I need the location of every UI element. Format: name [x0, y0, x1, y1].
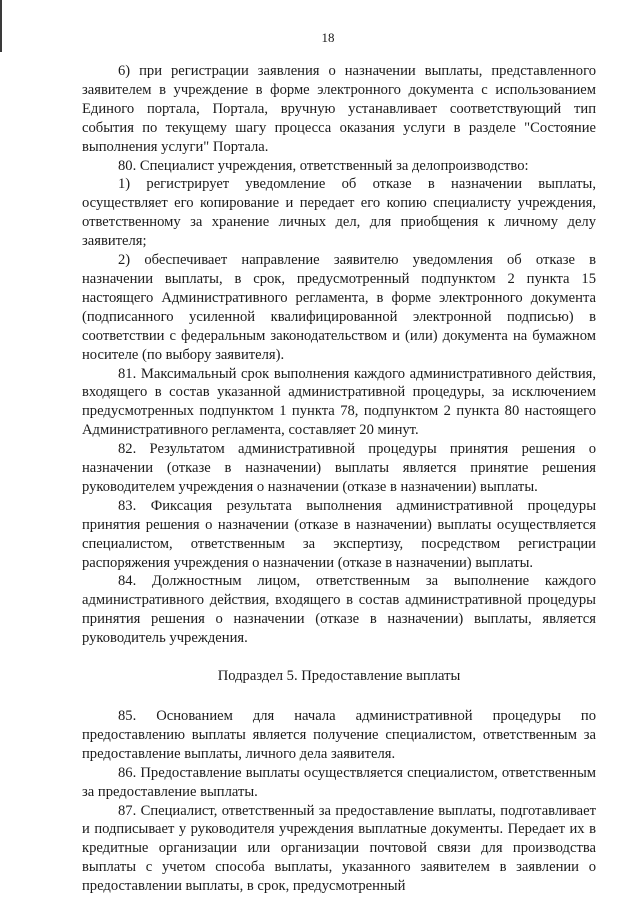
paragraph-82: 82. Результатом административной процедуры принятия решения о назначении (отказе в назначении) выплаты является принятие решения руководителем учреждения о назначении (отказе в назначении) выплаты. [82, 441, 596, 495]
paragraph-79-6: 6) при регистрации заявления о назначении выплаты, представленного заявителем в учреждение в форме электронного документа с использованием Единого портала, Портала, вручную устанавливает соответствующий тип события по текущему шагу процесса оказания услуги в разделе "Состояние выполнения услуги" Портала. [82, 63, 596, 155]
paragraph-87: 87. Специалист, ответственный за предоставление выплаты, подготавливает и подписывает у руководителя учреждения выплатные документы. Передает их в кредитные организации или организации почтовой связи для производства выплаты с учетом способа выплаты, указанного заявителем в заявлении о предоставлении выплаты, в срок, предусмотренный [82, 802, 596, 895]
page-number: 18 [321, 30, 335, 45]
paragraph-81: 81. Максимальный срок выполнения каждого административного действия, входящего в состав указанной административной процедуры, за исключением предусмотренных подпунктом 1 пункта 78, подпунктом 2 пункта 80 настоящего Административного регламента, составляет 20 минут. [82, 365, 596, 439]
paragraph-80-2: 2) обеспечивает направление заявителю уведомления об отказе в назначении выплаты, в срок, предусмотренный подпунктом 2 пункта 15 настоящего Административного регламента, в форме электронного документа (подписанного усиленной квалифицированной электронной подписью) в соответствии с федеральным законодательством и (или) документа на бумажном носителе (по выбору заявителя). [82, 252, 596, 363]
paragraph-86: 86. Предоставление выплаты осуществляется специалистом, ответственным за предоставление выплаты. [82, 764, 596, 800]
document-body [82, 62, 596, 896]
paragraph-84: 84. Должностным лицом, ответственным за выполнение каждого административного действия, входящего в состав административной процедуры принятия решения о назначении (отказе в назначении) выплаты, является руководитель учреждения. [82, 573, 596, 647]
paragraph-85: 85. Основанием для начала административной процедуры по предоставлению выплаты является получение специалистом, ответственным за предоставление выплаты, личного дела заявителя. [82, 708, 596, 762]
scan-edge-mark [0, 0, 2, 52]
paragraph-80: 80. Специалист учреждения, ответственный за делопроизводство: [118, 157, 529, 174]
paragraph-80-1: 1) регистрирует уведомление об отказе в назначении выплаты, осуществляет его копирование и передает его копию специалисту учреждения, ответственному за хранение личных дел, для приобщения к личному делу заявителя; [82, 176, 596, 250]
section-heading: Подраздел 5. Предоставление выплаты [217, 668, 461, 685]
paragraph-83: 83. Фиксация результата выполнения административной процедуры принятия решения о назначении (отказе в назначении) выплаты осуществляется специалистом, ответственным за экспертизу, посредством регистрации распоряжения учреждения о назначении (отказе в назначении) выплаты. [82, 497, 596, 571]
